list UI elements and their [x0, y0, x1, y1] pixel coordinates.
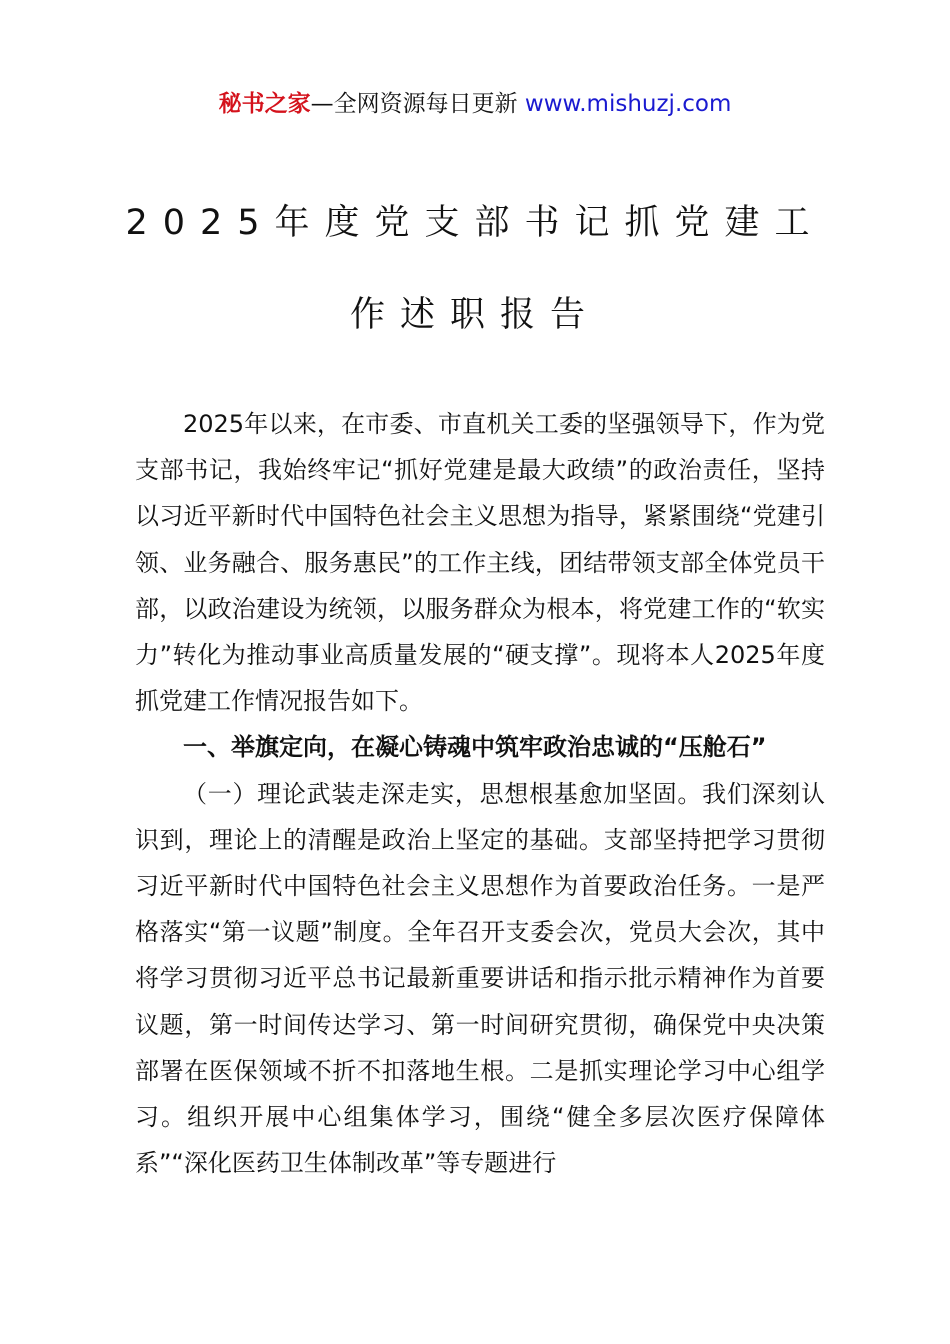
section-heading-1: 一、举旗定向，在凝心铸魂中筑牢政治忠诚的“压舱石” — [183, 733, 767, 762]
site-brand: 秘书之家 — [218, 91, 311, 117]
intro-paragraph: 2025年以来，在市委、市直机关工委的坚强领导下，作为党支部书记，我始终牢记“抓好党建是最大政绩”的政治责任，坚持以习近平新时代中国特色社会主义思想为指导，紧紧围绕“党建引领、业务融合、服务惠民”的工作主线，团结带领支部全体党员干部，以政治建设为统领，以服务群众为根本，将党建工作的“软实力”转化为推动事业高质量发展的“硬支撑”。现将本人2025年度抓党建工作情况报告如下。 — [135, 410, 825, 716]
section-1-paragraph: （一）理论武装走深走实，思想根基愈加坚固。我们深刻认识到，理论上的清醒是政治上坚定的基础。支部坚持把学习贯彻习近平新时代中国特色社会主义思想作为首要政治任务。一是严格落实“第一议题”制度。全年召开支委会次，党员大会次，其中将学习贯彻习近平总书记最新重要讲话和指示批示精神作为首要议题，第一时间传达学习、第一时间研究贯彻，确保党中央决策部署在医保领域不折不扣落地生根。二是抓实理论学习中心组学习。组织开展中心组集体学习，围绕“健全多层次医疗保障体系”“深化医药卫生体制改革”等专题进行 — [135, 779, 825, 1178]
document-title-line-2: 作述职报告 — [349, 295, 600, 335]
site-url-link[interactable]: www.mishuzj.com — [524, 91, 732, 117]
document-body — [135, 401, 825, 1186]
site-header — [0, 88, 950, 120]
header-tagline: —全网资源每日更新 — [310, 91, 525, 117]
document-title-line-1: 2025年度党支部书记抓党建工 — [125, 203, 825, 243]
